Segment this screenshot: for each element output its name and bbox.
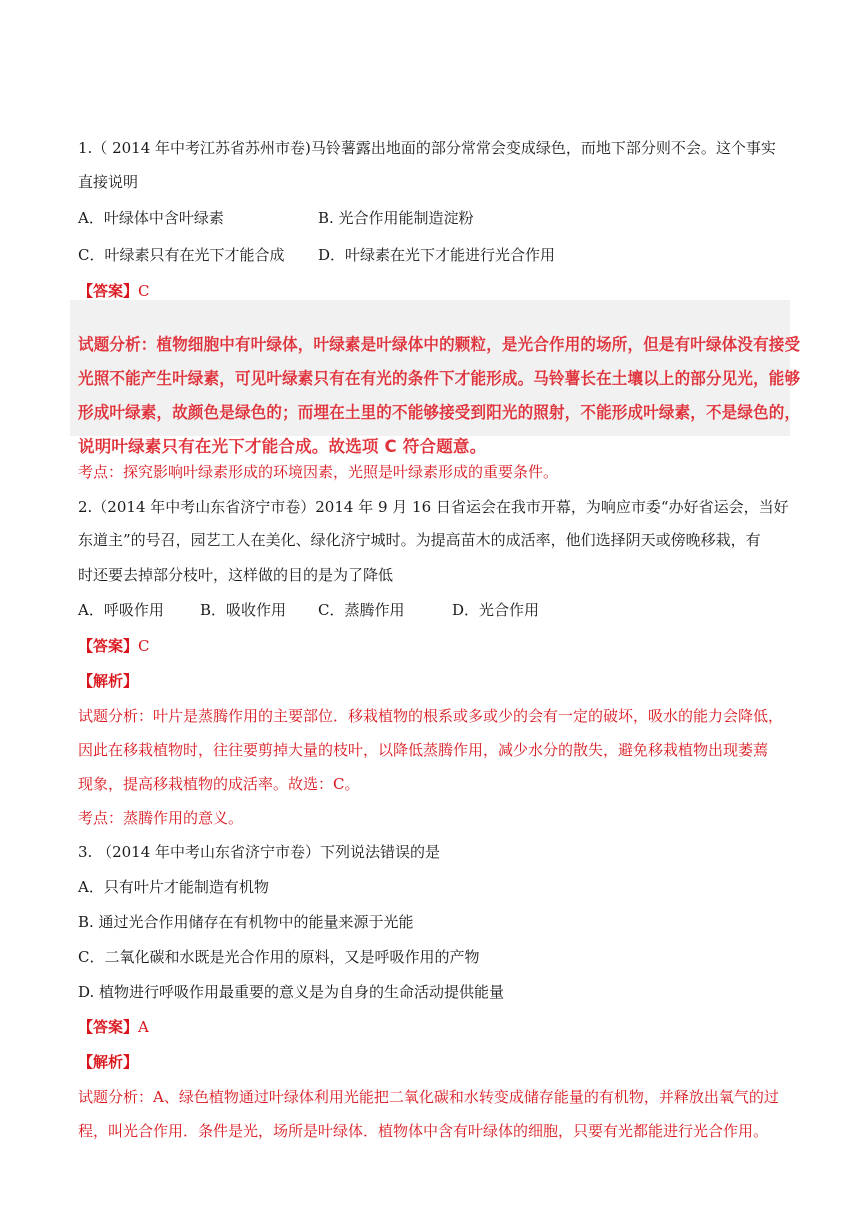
q1-option-d: D．叶绿素在光下才能进行光合作用 [318,246,556,264]
q2-answer [78,636,150,656]
q2-analysis-label: 【解析】 [78,672,139,690]
q2-stem-line2: 东道主”的号召，园艺工人在美化、绿化济宁城时。为提高苗木的成活率，他们选择阴天或傍晚移栽，有 [78,531,761,549]
q2-option-b: B．吸收作用 [200,601,287,619]
q3-answer-label: 【答案】 [78,1018,139,1036]
q2-analysis-line2: 因此在移栽植物时，往往要剪掉大量的枝叶，以降低蒸腾作用，减少水分的散失，避免移栽植物出现萎蔫 [78,741,769,759]
q1-answer-value: C [138,282,150,300]
q2-option-d: D．光合作用 [452,601,540,619]
q1-analysis-line1: 试题分析：植物细胞中有叶绿体，叶绿素是叶绿体中的颗粒，是光合作用的场所，但是有叶绿体没有接受 [78,335,801,354]
q3-answer-value: A [138,1018,149,1036]
q1-option-a: A．叶绿体中含叶绿素 [78,209,224,227]
q1-answer-label: 【答案】 [78,282,139,300]
q1-stem-line1: 1.（ 2014 年中考江苏省苏州市卷)马铃薯露出地面的部分常常会变成绿色，而地下部分则不会。这个事实 [78,139,776,157]
q2-analysis-line3: 现象，提高移栽植物的成活率。故选：C。 [78,775,360,793]
q1-answer [78,281,150,301]
q2-kaodian: 考点：蒸腾作用的意义。 [78,809,244,827]
q1-analysis-line4: 说明叶绿素只有在光下才能合成。故选项 C 符合题意。 [78,437,487,456]
q2-stem-line1: 2.（2014 年中考山东省济宁市卷）2014 年 9 月 16 日省运会在我市开幕，为响应市委“办好省运会，当好 [78,498,789,516]
q3-option-a: A．只有叶片才能制造有机物 [78,878,269,896]
q2-answer-value: C [138,637,150,655]
q3-option-d: D. 植物进行呼吸作用最重要的意义是为自身的生命活动提供能量 [78,983,505,1001]
q1-kaodian: 考点：探究影响叶绿素形成的环境因素，光照是叶绿素形成的重要条件。 [78,463,559,481]
q3-analysis-line1: 试题分析：A、绿色植物通过叶绿体利用光能把二氧化碳和水转变成储存能量的有机物，并释放出氧气的过 [78,1088,779,1106]
q2-analysis-line1: 试题分析：叶片是蒸腾作用的主要部位．移栽植物的根系或多或少的会有一定的破坏，吸水的能力会降低， [78,707,784,725]
q1-analysis-line2: 光照不能产生叶绿素，可见叶绿素只有在有光的条件下才能形成。马铃薯长在土壤以上的部分见光，能够 [78,369,801,388]
q3-option-b: B. 通过光合作用储存在有机物中的能量来源于光能 [78,913,414,931]
q3-analysis-line2: 程，叫光合作用．条件是光，场所是叶绿体．植物体中含有叶绿体的细胞，只要有光都能进行光合作用。 [78,1122,769,1140]
q1-option-c: C．叶绿素只有在光下才能合成 [78,246,285,264]
q2-answer-label: 【答案】 [78,637,139,655]
q3-analysis-label: 【解析】 [78,1053,139,1071]
q1-analysis-line3: 形成叶绿素，故颜色是绿色的；而埋在土里的不能够接受到阳光的照射，不能形成叶绿素，不是绿色的， [78,403,801,422]
q3-stem: 3. （2014 年中考山东省济宁市卷）下列说法错误的是 [78,843,441,861]
q2-option-c: C．蒸腾作用 [318,601,405,619]
q2-stem-line3: 时还要去掉部分枝叶，这样做的目的是为了降低 [78,566,394,584]
q2-option-a: A．呼吸作用 [78,601,164,619]
q3-option-c: C．二氧化碳和水既是光合作用的原料，又是呼吸作用的产物 [78,948,480,966]
q3-answer [78,1017,149,1037]
q1-option-b: B. 光合作用能制造淀粉 [318,209,474,227]
q1-stem-line2: 直接说明 [78,173,139,191]
